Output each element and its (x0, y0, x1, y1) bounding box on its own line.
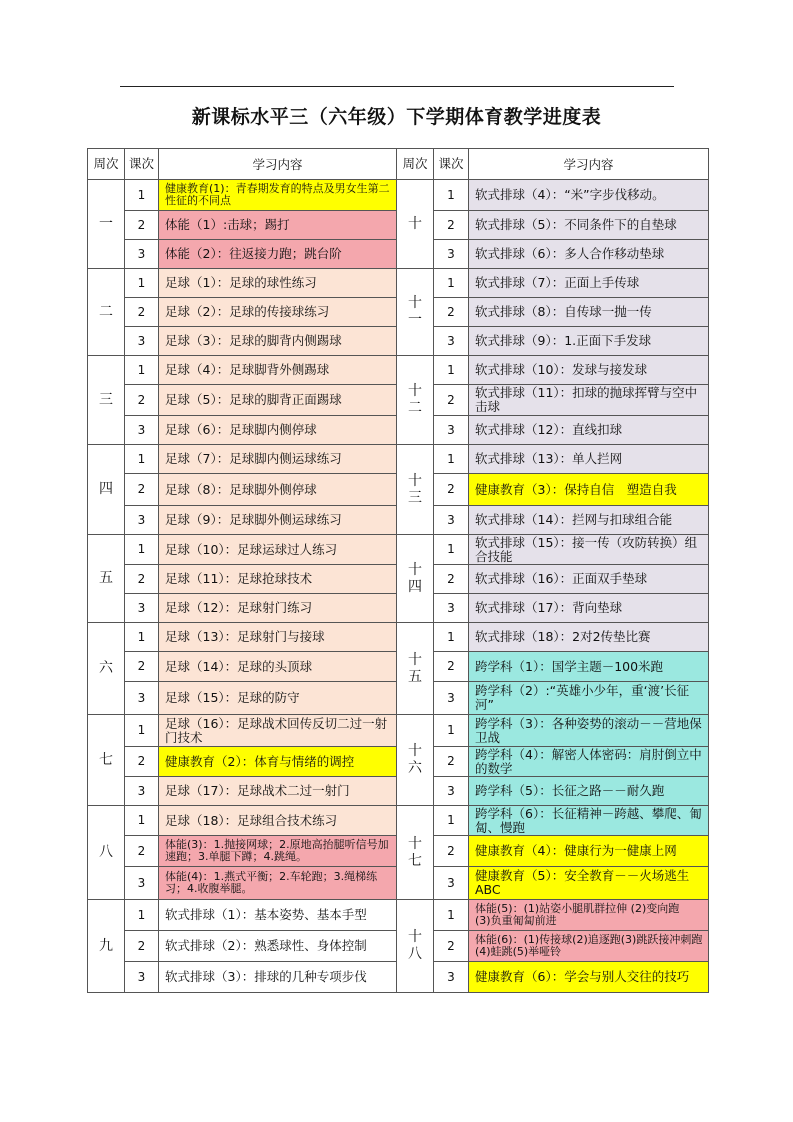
lesson-content-left: 体能（1）:击球；踢打 (159, 211, 397, 240)
lesson-number-left: 1 (125, 806, 159, 836)
lesson-content-right: 软式排球（7）：正面上手传球 (469, 269, 709, 298)
lesson-content-left: 足球（17）：足球战术二过一射门 (159, 777, 397, 806)
lesson-content-right: 软式排球（5）：不同条件下的自垫球 (469, 211, 709, 240)
table-row (88, 180, 709, 211)
lesson-number-left: 1 (125, 623, 159, 652)
lesson-content-left: 足球（7）：足球脚内侧运球练习 (159, 445, 397, 474)
lesson-content-right: 软式排球（17）：背向垫球 (469, 594, 709, 623)
lesson-content-left: 体能(3)：1.抛接网球；2.原地高抬腿听信号加速跑；3.单腿下蹲；4.跳绳。 (159, 836, 397, 867)
lesson-content-left: 足球（9）：足球脚外侧运球练习 (159, 506, 397, 535)
lesson-content-left: 足球（6）：足球脚内侧停球 (159, 416, 397, 445)
lesson-content-right: 软式排球（14）：拦网与扣球组合能 (469, 506, 709, 535)
lesson-content-left: 足球（11）：足球抢球技术 (159, 565, 397, 594)
lesson-number-left: 3 (125, 327, 159, 356)
lesson-content-left: 足球（10）：足球运球过人练习 (159, 535, 397, 565)
lesson-number-left: 2 (125, 652, 159, 682)
lesson-number-right: 3 (434, 506, 469, 535)
lesson-number-left: 3 (125, 416, 159, 445)
lesson-content-left: 软式排球（2）：熟悉球性、身体控制 (159, 931, 397, 962)
table-row (88, 356, 709, 385)
week-cell-right: 十八 (397, 900, 434, 993)
week-cell-left: 七 (88, 715, 125, 806)
lesson-number-left: 1 (125, 269, 159, 298)
week-cell-left: 一 (88, 180, 125, 269)
lesson-number-left: 2 (125, 298, 159, 327)
header-lesson-right: 课次 (434, 149, 469, 180)
lesson-number-right: 3 (434, 777, 469, 806)
week-cell-left: 四 (88, 445, 125, 535)
lesson-content-right: 软式排球（16）：正面双手垫球 (469, 565, 709, 594)
lesson-content-right: 健康教育（3）：保持自信 塑造自我 (469, 474, 709, 506)
lesson-content-left: 足球（5）：足球的脚背正面踢球 (159, 385, 397, 416)
lesson-number-right: 2 (434, 652, 469, 682)
lesson-content-right: 跨学科（3）：各种姿势的滚动－－营地保卫战 (469, 715, 709, 747)
lesson-content-right: 软式排球（6）：多人合作移动垫球 (469, 240, 709, 269)
schedule-table (87, 148, 709, 993)
lesson-content-left: 软式排球（3）：排球的几种专项步伐 (159, 962, 397, 993)
lesson-content-right: 跨学科（6）：长征精神－跨越、攀爬、匍匐、慢跑 (469, 806, 709, 836)
week-cell-left: 八 (88, 806, 125, 900)
lesson-number-right: 1 (434, 623, 469, 652)
lesson-number-right: 2 (434, 298, 469, 327)
lesson-content-left: 足球（12）：足球射门练习 (159, 594, 397, 623)
table-row (88, 445, 709, 474)
lesson-content-left: 足球（1）：足球的球性练习 (159, 269, 397, 298)
lesson-number-right: 1 (434, 356, 469, 385)
lesson-number-left: 1 (125, 445, 159, 474)
lesson-number-left: 2 (125, 211, 159, 240)
week-cell-right: 十六 (397, 715, 434, 806)
lesson-content-right: 健康教育（6）：学会与别人交往的技巧 (469, 962, 709, 993)
lesson-number-right: 2 (434, 474, 469, 506)
week-cell-right: 十二 (397, 356, 434, 445)
page-title: 新课标水平三（六年级）下学期体育教学进度表 (191, 106, 602, 128)
lesson-content-right: 体能(6)：(1)传接球(2)追逐跑(3)跳跃接冲刺跑(4)蛙跳(5)举哑铃 (469, 931, 709, 962)
lesson-number-right: 1 (434, 269, 469, 298)
top-rule (120, 86, 674, 87)
lesson-number-left: 3 (125, 867, 159, 900)
schedule-body (88, 149, 709, 993)
lesson-number-left: 1 (125, 900, 159, 931)
lesson-content-left: 足球（15）：足球的防守 (159, 682, 397, 715)
lesson-content-left: 软式排球（1）：基本姿势、基本手型 (159, 900, 397, 931)
table-row (88, 806, 709, 836)
lesson-number-right: 1 (434, 715, 469, 747)
lesson-number-left: 3 (125, 962, 159, 993)
lesson-content-right: 健康教育（5）：安全教育－－火场逃生 ABC (469, 867, 709, 900)
table-row (88, 269, 709, 298)
week-cell-right: 十五 (397, 623, 434, 715)
lesson-number-right: 3 (434, 594, 469, 623)
lesson-content-right: 软式排球（11）：扣球的抛球挥臂与空中击球 (469, 385, 709, 416)
table-row (88, 715, 709, 747)
week-cell-right: 十一 (397, 269, 434, 356)
lesson-number-right: 2 (434, 211, 469, 240)
lesson-content-right: 软式排球（12）：直线扣球 (469, 416, 709, 445)
lesson-content-left: 健康教育(1)：青春期发育的特点及男女生第二性征的不同点 (159, 180, 397, 211)
lesson-content-left: 健康教育（2）：体育与情绪的调控 (159, 747, 397, 777)
lesson-number-left: 2 (125, 836, 159, 867)
week-cell-right: 十七 (397, 806, 434, 900)
lesson-content-left: 足球（18）：足球组合技术练习 (159, 806, 397, 836)
lesson-number-left: 3 (125, 682, 159, 715)
lesson-number-right: 1 (434, 445, 469, 474)
lesson-number-right: 1 (434, 900, 469, 931)
lesson-content-right: 健康教育（4）：健康行为一健康上网 (469, 836, 709, 867)
lesson-number-left: 2 (125, 931, 159, 962)
lesson-content-left: 足球（13）：足球射门与接球 (159, 623, 397, 652)
lesson-content-left: 足球（16）：足球战术回传反切二过一射门技术 (159, 715, 397, 747)
week-cell-left: 三 (88, 356, 125, 445)
lesson-number-left: 3 (125, 594, 159, 623)
header-content-left: 学习内容 (159, 149, 397, 180)
lesson-content-left: 足球（2）：足球的传接球练习 (159, 298, 397, 327)
lesson-number-right: 2 (434, 385, 469, 416)
lesson-content-right: 软式排球（15）：接一传（攻防转换）组合技能 (469, 535, 709, 565)
lesson-content-right: 软式排球（10）：发球与接发球 (469, 356, 709, 385)
lesson-content-left: 足球（14）：足球的头顶球 (159, 652, 397, 682)
lesson-content-right: 软式排球（13）：单人拦网 (469, 445, 709, 474)
lesson-content-right: 软式排球（8）：自传球一抛一传 (469, 298, 709, 327)
header-week-right: 周次 (397, 149, 434, 180)
lesson-content-left: 足球（4）：足球脚背外侧踢球 (159, 356, 397, 385)
week-cell-left: 五 (88, 535, 125, 623)
lesson-number-left: 2 (125, 747, 159, 777)
lesson-number-right: 2 (434, 747, 469, 777)
lesson-number-right: 3 (434, 962, 469, 993)
table-row (88, 900, 709, 931)
week-cell-right: 十三 (397, 445, 434, 535)
table-row (88, 535, 709, 565)
lesson-number-left: 1 (125, 356, 159, 385)
lesson-content-right: 跨学科（1）：国学主题－100米跑 (469, 652, 709, 682)
lesson-content-right: 跨学科（4）：解密人体密码：肩肘倒立中的数学 (469, 747, 709, 777)
table-row (88, 623, 709, 652)
lesson-number-right: 2 (434, 565, 469, 594)
lesson-number-left: 3 (125, 240, 159, 269)
lesson-number-right: 3 (434, 682, 469, 715)
lesson-number-left: 1 (125, 180, 159, 211)
lesson-number-left: 1 (125, 715, 159, 747)
header-content-right: 学习内容 (469, 149, 709, 180)
week-cell-left: 二 (88, 269, 125, 356)
lesson-number-right: 1 (434, 806, 469, 836)
lesson-number-right: 3 (434, 327, 469, 356)
header-lesson-left: 课次 (125, 149, 159, 180)
week-cell-right: 十四 (397, 535, 434, 623)
lesson-content-left: 足球（3）：足球的脚背内侧踢球 (159, 327, 397, 356)
lesson-content-left: 体能（2）：往返接力跑；跳台阶 (159, 240, 397, 269)
week-cell-left: 九 (88, 900, 125, 993)
lesson-number-left: 3 (125, 777, 159, 806)
lesson-number-left: 1 (125, 535, 159, 565)
lesson-number-left: 2 (125, 565, 159, 594)
lesson-number-right: 3 (434, 867, 469, 900)
header-week-left: 周次 (88, 149, 125, 180)
week-cell-right: 十 (397, 180, 434, 269)
lesson-content-left: 体能(4)：1.燕式平衡；2.车轮跑；3.绳梯练习；4.收腹举腿。 (159, 867, 397, 900)
lesson-content-right: 跨学科（5）：长征之路－－耐久跑 (469, 777, 709, 806)
lesson-number-right: 1 (434, 180, 469, 211)
week-cell-left: 六 (88, 623, 125, 715)
lesson-content-right: 软式排球（9）：1.正面下手发球 (469, 327, 709, 356)
lesson-number-left: 2 (125, 474, 159, 506)
lesson-number-right: 3 (434, 416, 469, 445)
lesson-content-right: 体能(5)：(1)站姿小腿肌群拉伸 (2)变向跑 (3)负重匍匐前进 (469, 900, 709, 931)
lesson-number-right: 2 (434, 931, 469, 962)
lesson-number-right: 1 (434, 535, 469, 565)
lesson-number-left: 2 (125, 385, 159, 416)
lesson-number-right: 3 (434, 240, 469, 269)
lesson-content-right: 软式排球（4）：“米”字步伐移动。 (469, 180, 709, 211)
lesson-content-left: 足球（8）：足球脚外侧停球 (159, 474, 397, 506)
lesson-content-right: 软式排球（18）：2对2传垫比赛 (469, 623, 709, 652)
header-row (88, 149, 709, 180)
lesson-number-left: 3 (125, 506, 159, 535)
lesson-number-right: 2 (434, 836, 469, 867)
lesson-content-right: 跨学科（2）:“英雄小少年，重‘渡’长征河” (469, 682, 709, 715)
